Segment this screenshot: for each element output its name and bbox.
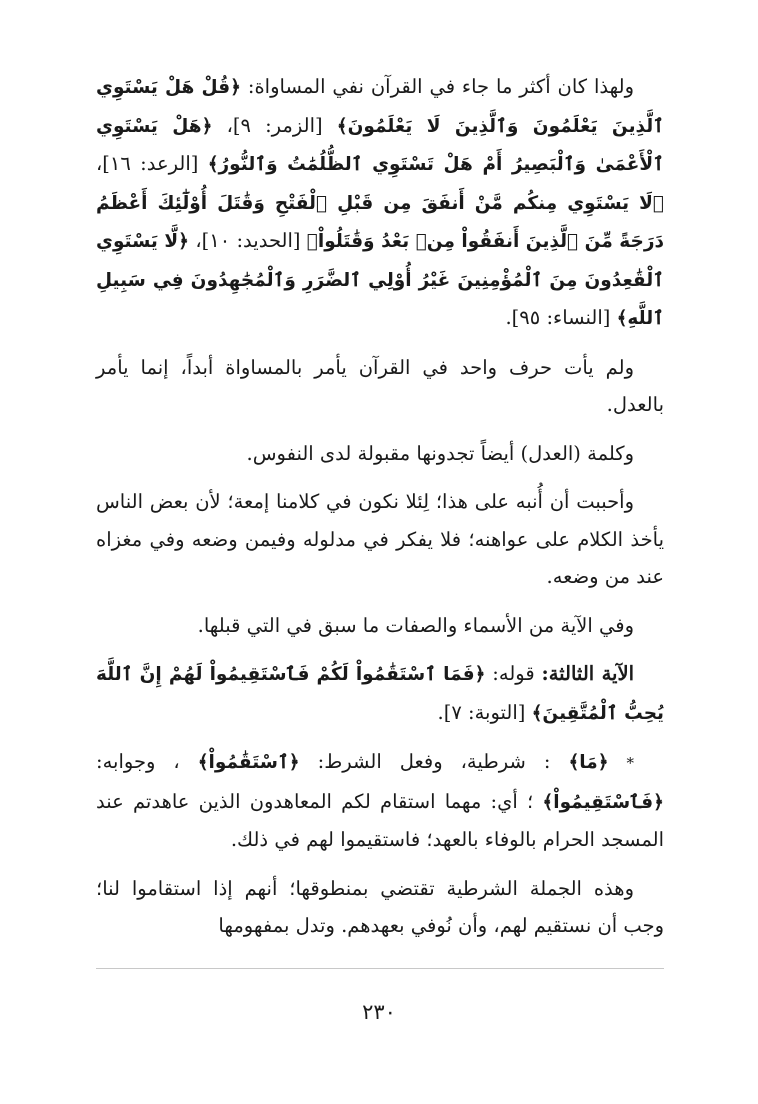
quran-verse-hadid: ﴿لَا يَسْتَوِي مِنكُم مَّنْ أَنفَقَ مِن قَبْلِ ٱلْفَتْحِ وَقَٰتَلَ أُوْلَٰٓئِكَ أَعْظَمُ دَرَجَةً مِّنَ ٱلَّذِينَ أَنفَقُواْ مِنۢ بَعْدُ وَقَٰتَلُواْ﴾ <box>96 192 664 252</box>
reference-zumar: [الزمر: ٩]، <box>226 113 323 137</box>
third-verse-label: الآية الثالثة: <box>541 662 635 685</box>
footer-divider <box>96 968 664 969</box>
reference-tawbah: [التوبة: ٧]. <box>437 700 526 724</box>
paragraph-equality-negation <box>96 68 664 338</box>
reference-nisa: [النساء: ٩٥]. <box>505 306 611 329</box>
paragraph-warning: وأحببت أن أُنبه على هذا؛ لِئلا نكون في كلامنا إمعة؛ لأن بعض الناس يأخذ الكلام على عواهنه؛ فلا يفكر في مدلوله وفيمن وضعه وفي مغزاه عند من وضعه. <box>96 490 664 588</box>
quran-word-ma: ﴿مَا﴾ <box>568 752 609 773</box>
paragraph-names-attributes: وفي الآية من الأسماء والصفات ما سبق في التي قبلها. <box>197 613 634 637</box>
paragraph-conditional: وهذه الجملة الشرطية تقتضي بمنطوقها؛ أنهم إذا استقاموا لنا؛ وجب أن نستقيم لهم، وأن نُوفي بعهدهم. وتدل بمفهومها <box>96 876 664 937</box>
quran-verse-tawbah: ﴿فَمَا ٱسْتَقَٰمُواْ لَكُمْ فَٱسْتَقِيمُواْ لَهُمْ إِنَّ ٱللَّهَ يُحِبُّ ٱلْمُتَّقِينَ﴾ <box>96 664 664 724</box>
page-number: ٢٣٠ <box>362 1000 396 1024</box>
quran-verse-zumar: ﴿قُلْ هَلْ يَسْتَوِي ٱلَّذِينَ يَعْلَمُونَ وَٱلَّذِينَ لَا يَعْلَمُونَ﴾ <box>96 77 664 137</box>
grammar-text-3: ؛ أي: مهما استقام لكم المعاهدون الذين عاهدتم عند المسجد الحرام بالوفاء بالعهد؛ فاستقيموا لهم في ذلك. <box>96 789 664 851</box>
quran-word-fastaqimu: ﴿فَٱسْتَقِيمُواْ﴾ <box>542 791 664 813</box>
paragraph-grammar-note <box>96 743 664 859</box>
intro-text: ولهذا كان أكثر ما جاء في القرآن نفي المساواة: <box>247 75 634 98</box>
paragraph-word-justice: وكلمة (العدل) أيضاً تجدونها مقبولة لدى النفوس. <box>246 441 634 465</box>
reference-hadid: [الحديد: ١٠]، <box>195 229 301 252</box>
paragraph-third-verse <box>96 655 664 732</box>
quran-word-istaqamu: ﴿ٱسْتَقَٰمُواْ﴾ <box>197 752 300 773</box>
reference-raad: [الرعد: ١٦]، <box>96 152 199 175</box>
star-bullet: * <box>626 754 635 772</box>
quran-verse-raad: ﴿هَلْ يَسْتَوِي ٱلْأَعْمَىٰ وَٱلْبَصِيرُ أَمْ هَلْ تَسْتَوِي ٱلظُّلُمَٰتُ وَٱلنُّورُ﴾ <box>96 115 664 175</box>
third-verse-lead: قوله: <box>492 662 535 685</box>
grammar-text-1: : شرطية، وفعل الشرط: <box>317 750 551 773</box>
page-body <box>96 68 664 956</box>
quran-verse-nisa: ﴿لَّا يَسْتَوِي ٱلْقَٰعِدُونَ مِنَ ٱلْمُؤْمِنِينَ غَيْرُ أُوْلِي ٱلضَّرَرِ وَٱلْمُجَٰهِدُونَ فِي سَبِيلِ ٱللَّهِ﴾ <box>96 231 664 329</box>
paragraph-justice: ولم يأت حرف واحد في القرآن يأمر بالمساواة أبداً، إنما يأمر بالعدل. <box>96 355 664 416</box>
grammar-text-2: ، وجوابه: <box>96 750 180 773</box>
